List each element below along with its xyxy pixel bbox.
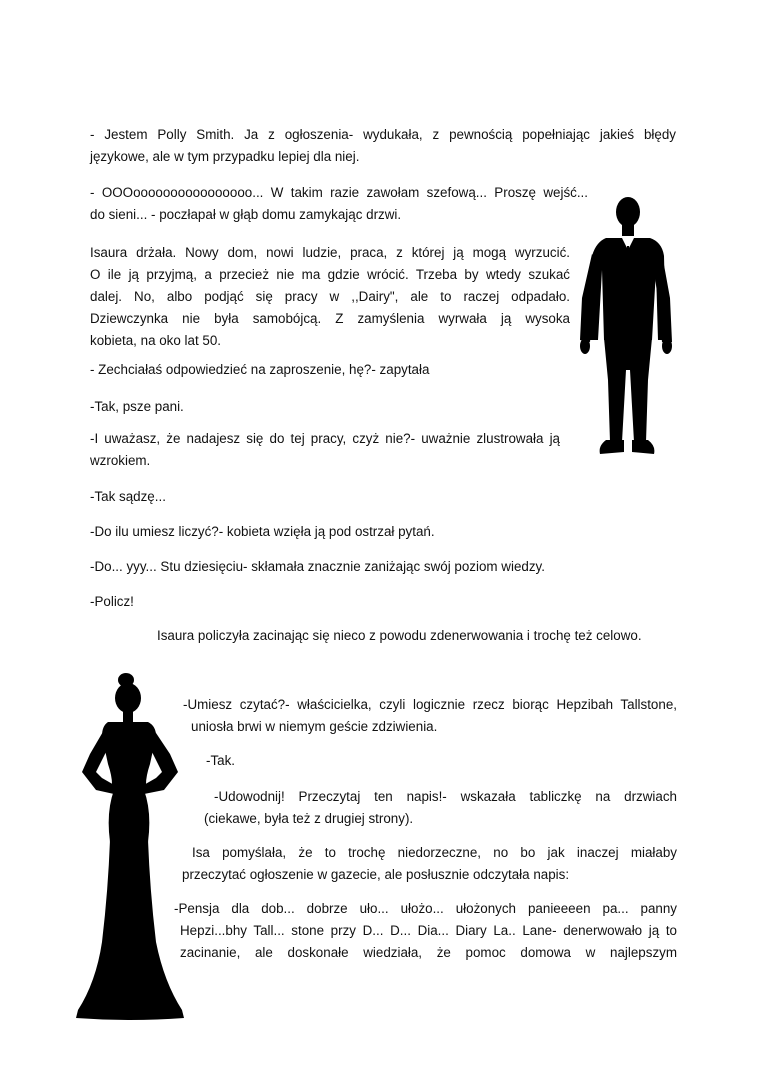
text-line: Isaura drżała. Nowy dom, nowi ludzie, praca, z której ją mogą wyrzucić. xyxy=(90,245,570,260)
text-line: uniosła brwi w niemym geście zdziwienia. xyxy=(191,719,438,734)
paragraph-15 xyxy=(182,842,677,886)
paragraph-16 xyxy=(174,898,677,964)
text-line: -Udowodnij! Przeczytaj ten napis!- wskazała tabliczkę na drzwiach xyxy=(214,789,677,804)
paragraph-3 xyxy=(90,242,570,352)
text-line: Hepzi...bhy Tall... stone przy D... D... Dia... Diary La.. Lane- denerwowało ją to xyxy=(180,923,677,938)
text-line: -Do ilu umiesz liczyć?- kobieta wzięła ją pod ostrzał pytań. xyxy=(90,524,435,539)
paragraph-5 xyxy=(90,396,560,418)
text-line: -Policz! xyxy=(90,594,134,609)
text-line: zacinanie, ale doskonałe wiedziała, że pomoc domowa w najlepszym xyxy=(180,945,677,960)
paragraph-4 xyxy=(90,359,560,381)
text-line: -Do... yyy... Stu dziesięciu- skłamała znacznie zaniżając swój poziom wiedzy. xyxy=(90,559,545,574)
text-line: O ile ją przyjmą, a przecież nie ma gdzie wrócić. Trzeba by wtedy szukać xyxy=(90,267,570,282)
paragraph-14 xyxy=(204,786,677,830)
paragraph-12 xyxy=(183,694,677,738)
text-line: -Tak. xyxy=(206,753,236,768)
text-line: -Tak, psze pani. xyxy=(90,399,184,414)
woman-silhouette-icon xyxy=(60,672,190,1020)
text-line: -Pensja dla dob... dobrze uło... ułożo... ułożonych panieeeen pa... panny xyxy=(174,901,677,916)
text-line: Isaura policzyła zacinając się nieco z powodu zdenerwowania i trochę też celowo. xyxy=(157,628,642,643)
text-line: - OOOoooooooooooooooo... W takim razie zawołam szefową... Proszę wejść... xyxy=(90,185,588,200)
paragraph-6 xyxy=(90,428,560,472)
text-line: (ciekawe, była też z drugiej strony). xyxy=(204,811,414,826)
paragraph-11 xyxy=(157,625,687,647)
paragraph-10 xyxy=(90,591,390,613)
text-line: kobieta, na oko lat 50. xyxy=(90,333,222,348)
paragraph-8 xyxy=(90,521,650,543)
paragraph-1 xyxy=(90,124,676,168)
text-line: przeczytać ogłoszenie w gazecie, ale posłusznie odczytała napis: xyxy=(182,867,570,882)
text-line: wzrokiem. xyxy=(90,453,151,468)
text-line: dalej. No, albo podjąć się pracy w ,,Dairy", ale to raczej odpadało. xyxy=(90,289,570,304)
paragraph-2 xyxy=(90,182,588,226)
man-silhouette-icon xyxy=(576,190,676,460)
paragraph-9 xyxy=(90,556,670,578)
text-line: -Umiesz czytać?- właścicielka, czyli logicznie rzecz biorąc Hepzibah Tallstone, xyxy=(183,697,677,712)
text-line: -Tak sądzę... xyxy=(90,489,166,504)
text-line: - Zechciałaś odpowiedzieć na zaproszenie, hę?- zapytała xyxy=(90,362,430,377)
text-line: -I uważasz, że nadajesz się do tej pracy, czyż nie?- uważnie zlustrowała ją xyxy=(90,431,560,446)
paragraph-7 xyxy=(90,486,560,508)
text-line: Dziewczynka nie była samobójcą. Z zamyślenia wyrwała ją wysoka xyxy=(90,311,570,326)
text-line: językowe, ale w tym przypadku lepiej dla niej. xyxy=(90,149,360,164)
paragraph-13 xyxy=(206,750,406,772)
text-line: do sieni... - poczłapał w głąb domu zamykając drzwi. xyxy=(90,207,402,222)
text-line: Isa pomyślała, że to trochę niedorzeczne, no bo jak inaczej miałaby xyxy=(192,845,677,860)
text-line: - Jestem Polly Smith. Ja z ogłoszenia- wydukała, z pewnością popełniając jakieś błędy xyxy=(90,127,676,142)
